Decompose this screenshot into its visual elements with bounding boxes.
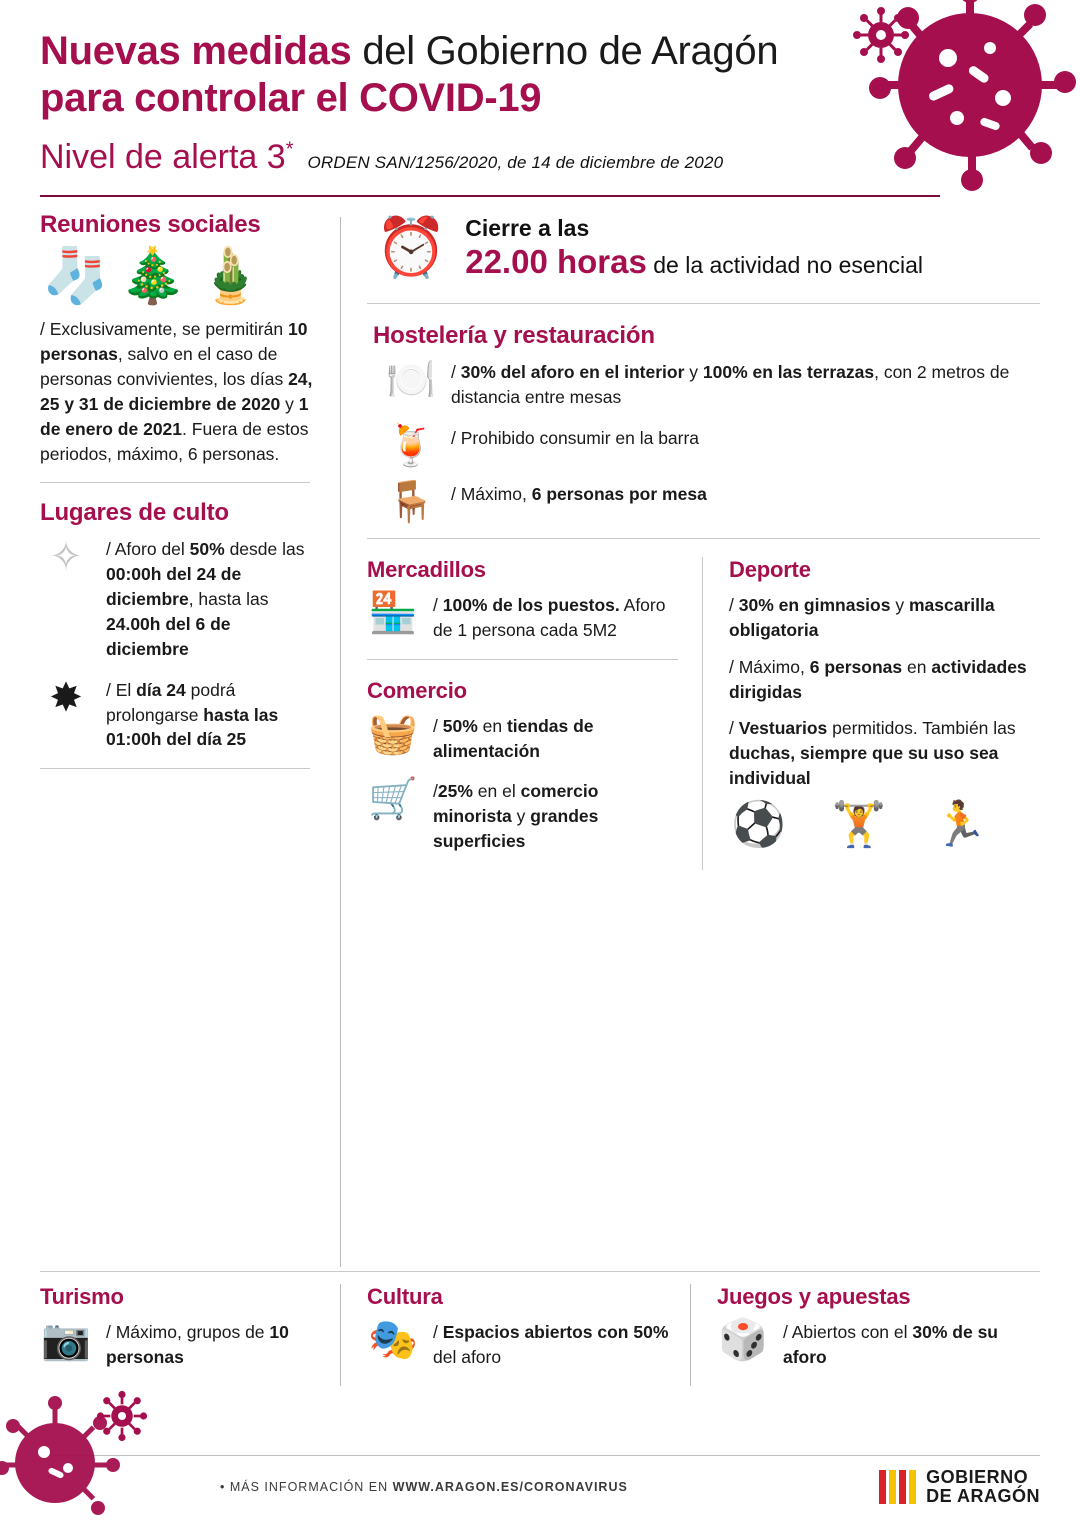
cultura-column bbox=[340, 1284, 690, 1386]
c2-b3: grandes superficies bbox=[433, 806, 599, 852]
theatre-masks-icon: 🎭 bbox=[368, 1318, 418, 1363]
table-chairs-icon: 🪑 bbox=[386, 480, 436, 525]
culto-i2-b2: hasta las 01:00h del día 25 bbox=[106, 704, 279, 750]
gob-line-1: GOBIERNO bbox=[926, 1467, 1029, 1488]
c2-mid: en el bbox=[472, 781, 521, 802]
cultura-text bbox=[433, 1320, 690, 1370]
c1-b2: tiendas de alimentación bbox=[433, 715, 594, 761]
hosteleria-item-3 bbox=[385, 480, 1040, 525]
title-part-1: Nuevas medidas bbox=[40, 29, 352, 73]
virus-illustration-bottom-small bbox=[96, 1390, 148, 1442]
hosteleria-item-2-text bbox=[451, 426, 1040, 451]
title-part-3: para controlar el COVID-19 bbox=[40, 76, 542, 121]
c2-b1: 25% bbox=[437, 781, 473, 802]
cocktail-icon: 🍹 bbox=[386, 424, 436, 469]
culto-i2-pre: / El bbox=[106, 679, 137, 700]
culto-i2-mid: podrá prolongarse bbox=[106, 679, 236, 725]
section-title-comercio: Comercio bbox=[367, 677, 467, 703]
aragon-flag-icon bbox=[879, 1470, 916, 1504]
culto-item-1-text bbox=[106, 537, 318, 661]
footer bbox=[0, 1455, 1080, 1528]
d3-b1: Vestuarios bbox=[738, 718, 828, 739]
footer-url[interactable]: WWW.ARAGON.ES/CORONAVIRUS bbox=[392, 1480, 628, 1495]
bottom-divider bbox=[40, 1271, 1040, 1272]
right-column bbox=[341, 211, 1040, 1267]
cu-b1: Espacios abiertos con 50% bbox=[442, 1322, 669, 1343]
asterisk: * bbox=[285, 139, 294, 162]
flag-stripe-4 bbox=[909, 1470, 916, 1504]
right-divider-2 bbox=[367, 538, 1040, 539]
d2-b2: actividades dirigidas bbox=[729, 656, 1027, 702]
juegos-column bbox=[690, 1284, 1040, 1386]
d3-b2: . También las bbox=[912, 718, 1016, 739]
sparkle-icon: ✧ bbox=[49, 535, 83, 580]
c2-pre: / bbox=[433, 781, 438, 802]
d1-pre: / bbox=[729, 595, 739, 616]
market-stall-icon: 🏪 bbox=[368, 591, 418, 636]
comercio-item-2-text bbox=[433, 779, 678, 854]
t-b1: 10 personas bbox=[106, 1322, 289, 1368]
d1-b1: 30% en gimnasios bbox=[738, 595, 891, 616]
section-title-cultura: Cultura bbox=[367, 1284, 443, 1310]
culto-i2-b1: día 24 bbox=[136, 679, 186, 700]
footer-bullet: • bbox=[220, 1480, 226, 1495]
runner-icon: 🏃 bbox=[932, 800, 988, 849]
cu-post: del aforo bbox=[433, 1347, 502, 1368]
h1-b2: 100% en las terrazas bbox=[702, 362, 875, 383]
cultura-item bbox=[367, 1320, 690, 1370]
d1-b2: mascarilla obligatoria bbox=[729, 595, 995, 640]
d2-b1: 6 personas bbox=[809, 656, 903, 677]
d1-mid: y bbox=[890, 595, 909, 616]
reuniones-bold-c: 1 de enero de 2021 bbox=[40, 393, 309, 439]
christmas-stocking-icon: 🧦 bbox=[42, 246, 110, 307]
culto-i1-b3: 24.00h del 6 de diciembre bbox=[106, 613, 231, 659]
section-title-turismo: Turismo bbox=[40, 1284, 124, 1310]
deporte-text-3 bbox=[729, 716, 1040, 791]
weightlifter-icon: 🏋️ bbox=[831, 800, 887, 849]
section-title-culto: Lugares de culto bbox=[40, 499, 229, 527]
d3-b3: duchas, siempre que su uso sea individual bbox=[729, 743, 999, 789]
reuniones-text-a: / Exclusivamente, se permitirán bbox=[40, 319, 289, 340]
c1-b1: 50% bbox=[442, 715, 478, 736]
c1-pre: / bbox=[433, 715, 443, 736]
mercadillos-comercio-column bbox=[367, 557, 702, 870]
flag-stripe-1 bbox=[879, 1470, 886, 1504]
food-cloche-icon: 🍽️ bbox=[386, 358, 436, 403]
deporte-text-1 bbox=[729, 593, 1040, 643]
footer-content bbox=[0, 1456, 1080, 1528]
left-column bbox=[40, 211, 340, 1267]
christmas-bauble-icon: 🎍 bbox=[196, 246, 264, 307]
comercio-item-1 bbox=[367, 711, 678, 764]
culto-i1-mid: desde las bbox=[224, 539, 305, 560]
h1-post: , con 2 metros de distancia entre mesas bbox=[451, 362, 1010, 408]
comercio-item-2 bbox=[367, 779, 678, 854]
d3-mid: permitidos bbox=[827, 718, 913, 739]
government-logo bbox=[879, 1468, 1040, 1506]
mercadillos-item bbox=[367, 593, 678, 643]
section-title-deporte: Deporte bbox=[729, 557, 811, 583]
juegos-item bbox=[717, 1320, 1040, 1370]
alarm-clock-icon: ⏰ bbox=[375, 215, 448, 281]
reuniones-text-c: y bbox=[280, 393, 299, 414]
section-title-mercadillos: Mercadillos bbox=[367, 557, 486, 583]
left-divider-2 bbox=[40, 768, 310, 769]
gob-line-2: DE ARAGÓN bbox=[926, 1486, 1040, 1507]
d2-pre: / Máximo, bbox=[729, 656, 810, 677]
camera-icon: 📷 bbox=[41, 1318, 91, 1363]
christmas-tree-icon: 🎄 bbox=[119, 246, 187, 307]
reuniones-text-d: . Fuera de estos periodos, máximo, 6 personas. bbox=[40, 418, 309, 464]
j-b1: 30% de su aforo bbox=[783, 1322, 998, 1368]
main-content bbox=[0, 197, 1080, 1267]
section-title-reuniones: Reuniones sociales bbox=[40, 211, 261, 239]
culto-i1-b2: 00:00h del 24 de diciembre bbox=[106, 564, 242, 610]
shopping-cart-icon: 🛒 bbox=[368, 777, 418, 822]
dice-icon: 🎲 bbox=[718, 1318, 768, 1363]
closing-time-rest: de la actividad no esencial bbox=[646, 251, 924, 278]
juegos-text bbox=[783, 1320, 1040, 1370]
merc-post: Aforo de 1 persona cada 5M2 bbox=[433, 595, 666, 640]
flag-stripe-3 bbox=[899, 1470, 906, 1504]
c2-post: y bbox=[511, 806, 531, 827]
j-pre: / Abiertos con el bbox=[783, 1322, 913, 1343]
mercadillos-divider bbox=[367, 659, 678, 660]
footer-info-pre: MÁS INFORMACIÓN EN bbox=[229, 1480, 393, 1495]
h1-b1: 30% del aforo en el interior bbox=[460, 362, 685, 383]
turismo-item bbox=[40, 1320, 318, 1370]
star-icon: ✸ bbox=[49, 675, 83, 720]
deporte-icons bbox=[731, 800, 1040, 849]
mercadillos-text bbox=[433, 593, 678, 643]
flag-stripe-2 bbox=[889, 1470, 896, 1504]
header bbox=[0, 0, 1080, 177]
bottom-row bbox=[0, 1284, 1080, 1386]
closing-time-line1: Cierre a las bbox=[465, 215, 590, 242]
soccer-ball-icon: ⚽ bbox=[731, 800, 786, 849]
reuniones-icons bbox=[42, 246, 318, 307]
section-title-hosteleria: Hostelería y restauración bbox=[373, 322, 655, 350]
comercio-item-1-text bbox=[433, 714, 678, 764]
h1-mid: y bbox=[684, 362, 703, 383]
merc-b1: 100% de los puestos. bbox=[442, 595, 620, 616]
closing-time-line2 bbox=[465, 242, 923, 282]
deporte-text-2 bbox=[729, 655, 1040, 705]
mid-two-columns bbox=[367, 557, 1040, 870]
footer-info bbox=[220, 1480, 628, 1494]
hosteleria-item-1 bbox=[385, 360, 1040, 410]
hosteleria-item-1-text bbox=[451, 360, 1040, 410]
order-reference: ORDEN SAN/1256/2020, de 14 de diciembre de 2020 bbox=[307, 153, 724, 173]
d2-mid: en bbox=[902, 656, 932, 677]
subtitle-row bbox=[40, 138, 1040, 177]
section-title-juegos: Juegos y apuestas bbox=[717, 1284, 911, 1310]
reuniones-text bbox=[40, 317, 318, 466]
h1-pre: / bbox=[451, 362, 461, 383]
h3-b1: 6 personas por mesa bbox=[531, 484, 707, 505]
government-logo-text bbox=[926, 1468, 1040, 1506]
c2-b2: comercio minorista bbox=[433, 781, 599, 827]
hosteleria-item-2 bbox=[385, 424, 1040, 469]
alert-level-text: Nivel de alerta 3 bbox=[40, 138, 286, 177]
t-pre: / Máximo, grupos de bbox=[106, 1322, 270, 1343]
c1-mid: en bbox=[477, 715, 507, 736]
right-divider-1 bbox=[367, 303, 1040, 304]
cu-pre: / bbox=[433, 1322, 443, 1343]
reuniones-bold-a: 10 personas bbox=[40, 319, 308, 365]
turismo-text bbox=[106, 1320, 318, 1370]
closing-time-value: 22.00 horas bbox=[465, 242, 647, 280]
culto-i1-mid2: , hasta las bbox=[188, 589, 269, 610]
hosteleria-item-3-text bbox=[451, 482, 1040, 507]
page-title bbox=[40, 28, 870, 122]
culto-i1-b1: 50% bbox=[189, 539, 225, 560]
merc-pre: / bbox=[433, 595, 443, 616]
culto-item-2-text bbox=[106, 678, 318, 753]
culto-item-2 bbox=[40, 675, 318, 753]
left-divider-1 bbox=[40, 482, 310, 483]
shopping-basket-icon: 🧺 bbox=[368, 711, 418, 756]
title-part-2: del Gobierno de Aragón bbox=[351, 29, 779, 73]
reuniones-text-b: , salvo en el caso de personas convivientes, los días bbox=[40, 344, 289, 390]
h2-pre: / Prohibido consumir en la barra bbox=[451, 428, 700, 449]
reuniones-bold-b: 24, 25 y 31 de diciembre de 2020 bbox=[40, 369, 313, 414]
alert-level bbox=[40, 138, 293, 177]
culto-i1-pre: / Aforo del bbox=[106, 539, 190, 560]
h3-pre: / Máximo, bbox=[451, 484, 532, 505]
d3-pre: / bbox=[729, 718, 739, 739]
culto-item-1 bbox=[40, 537, 318, 661]
deporte-column bbox=[702, 557, 1040, 870]
